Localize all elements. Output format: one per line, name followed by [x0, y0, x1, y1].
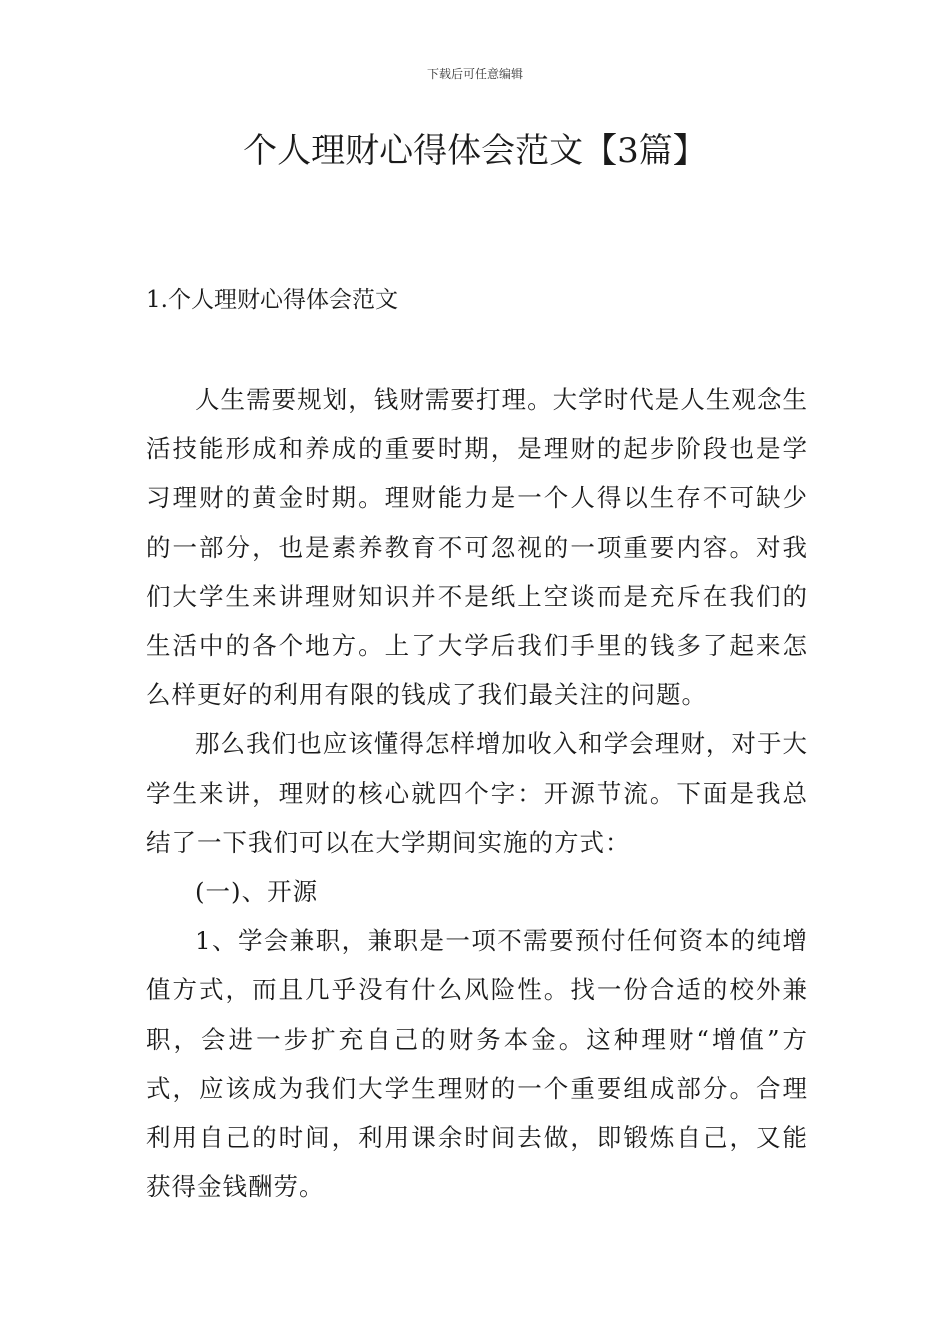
document-body [146, 375, 808, 1211]
section-heading: 1.个人理财心得体会范文 [146, 287, 398, 313]
paragraph-method: 那么我们也应该懂得怎样增加收入和学会理财，对于大学生来讲，理财的核心就四个字：开源节流。下面是我总结了一下我们可以在大学期间实施的方式： [146, 729, 808, 857]
paragraph-intro: 人生需要规划，钱财需要打理。大学时代是人生观念生活技能形成和养成的重要时期，是理财的起步阶段也是学习理财的黄金时期。理财能力是一个人得以生存不可缺少的一部分，也是素养教育不可忽视的一项重要内容。对我们大学生来讲理财知识并不是纸上空谈而是充斥在我们的生活中的各个地方。上了大学后我们手里的钱多了起来怎么样更好的利用有限的钱成了我们最关注的问题。 [146, 385, 808, 710]
header-note: 下载后可任意编辑 [426, 67, 523, 81]
document-title: 个人理财心得体会范文【3篇】 [243, 131, 707, 171]
subheading-kaiyuan: (一)、开源 [195, 877, 319, 907]
paragraph-part-time: 1、学会兼职，兼职是一项不需要预付任何资本的纯增值方式，而且几乎没有什么风险性。找一份合适的校外兼职，会进一步扩充自己的财务本金。这种理财“增值”方式，应该成为我们大学生理财的一个重要组成部分。合理利用自己的时间，利用课余时间去做，即锻炼自己，又能获得金钱酬劳。 [146, 926, 808, 1202]
